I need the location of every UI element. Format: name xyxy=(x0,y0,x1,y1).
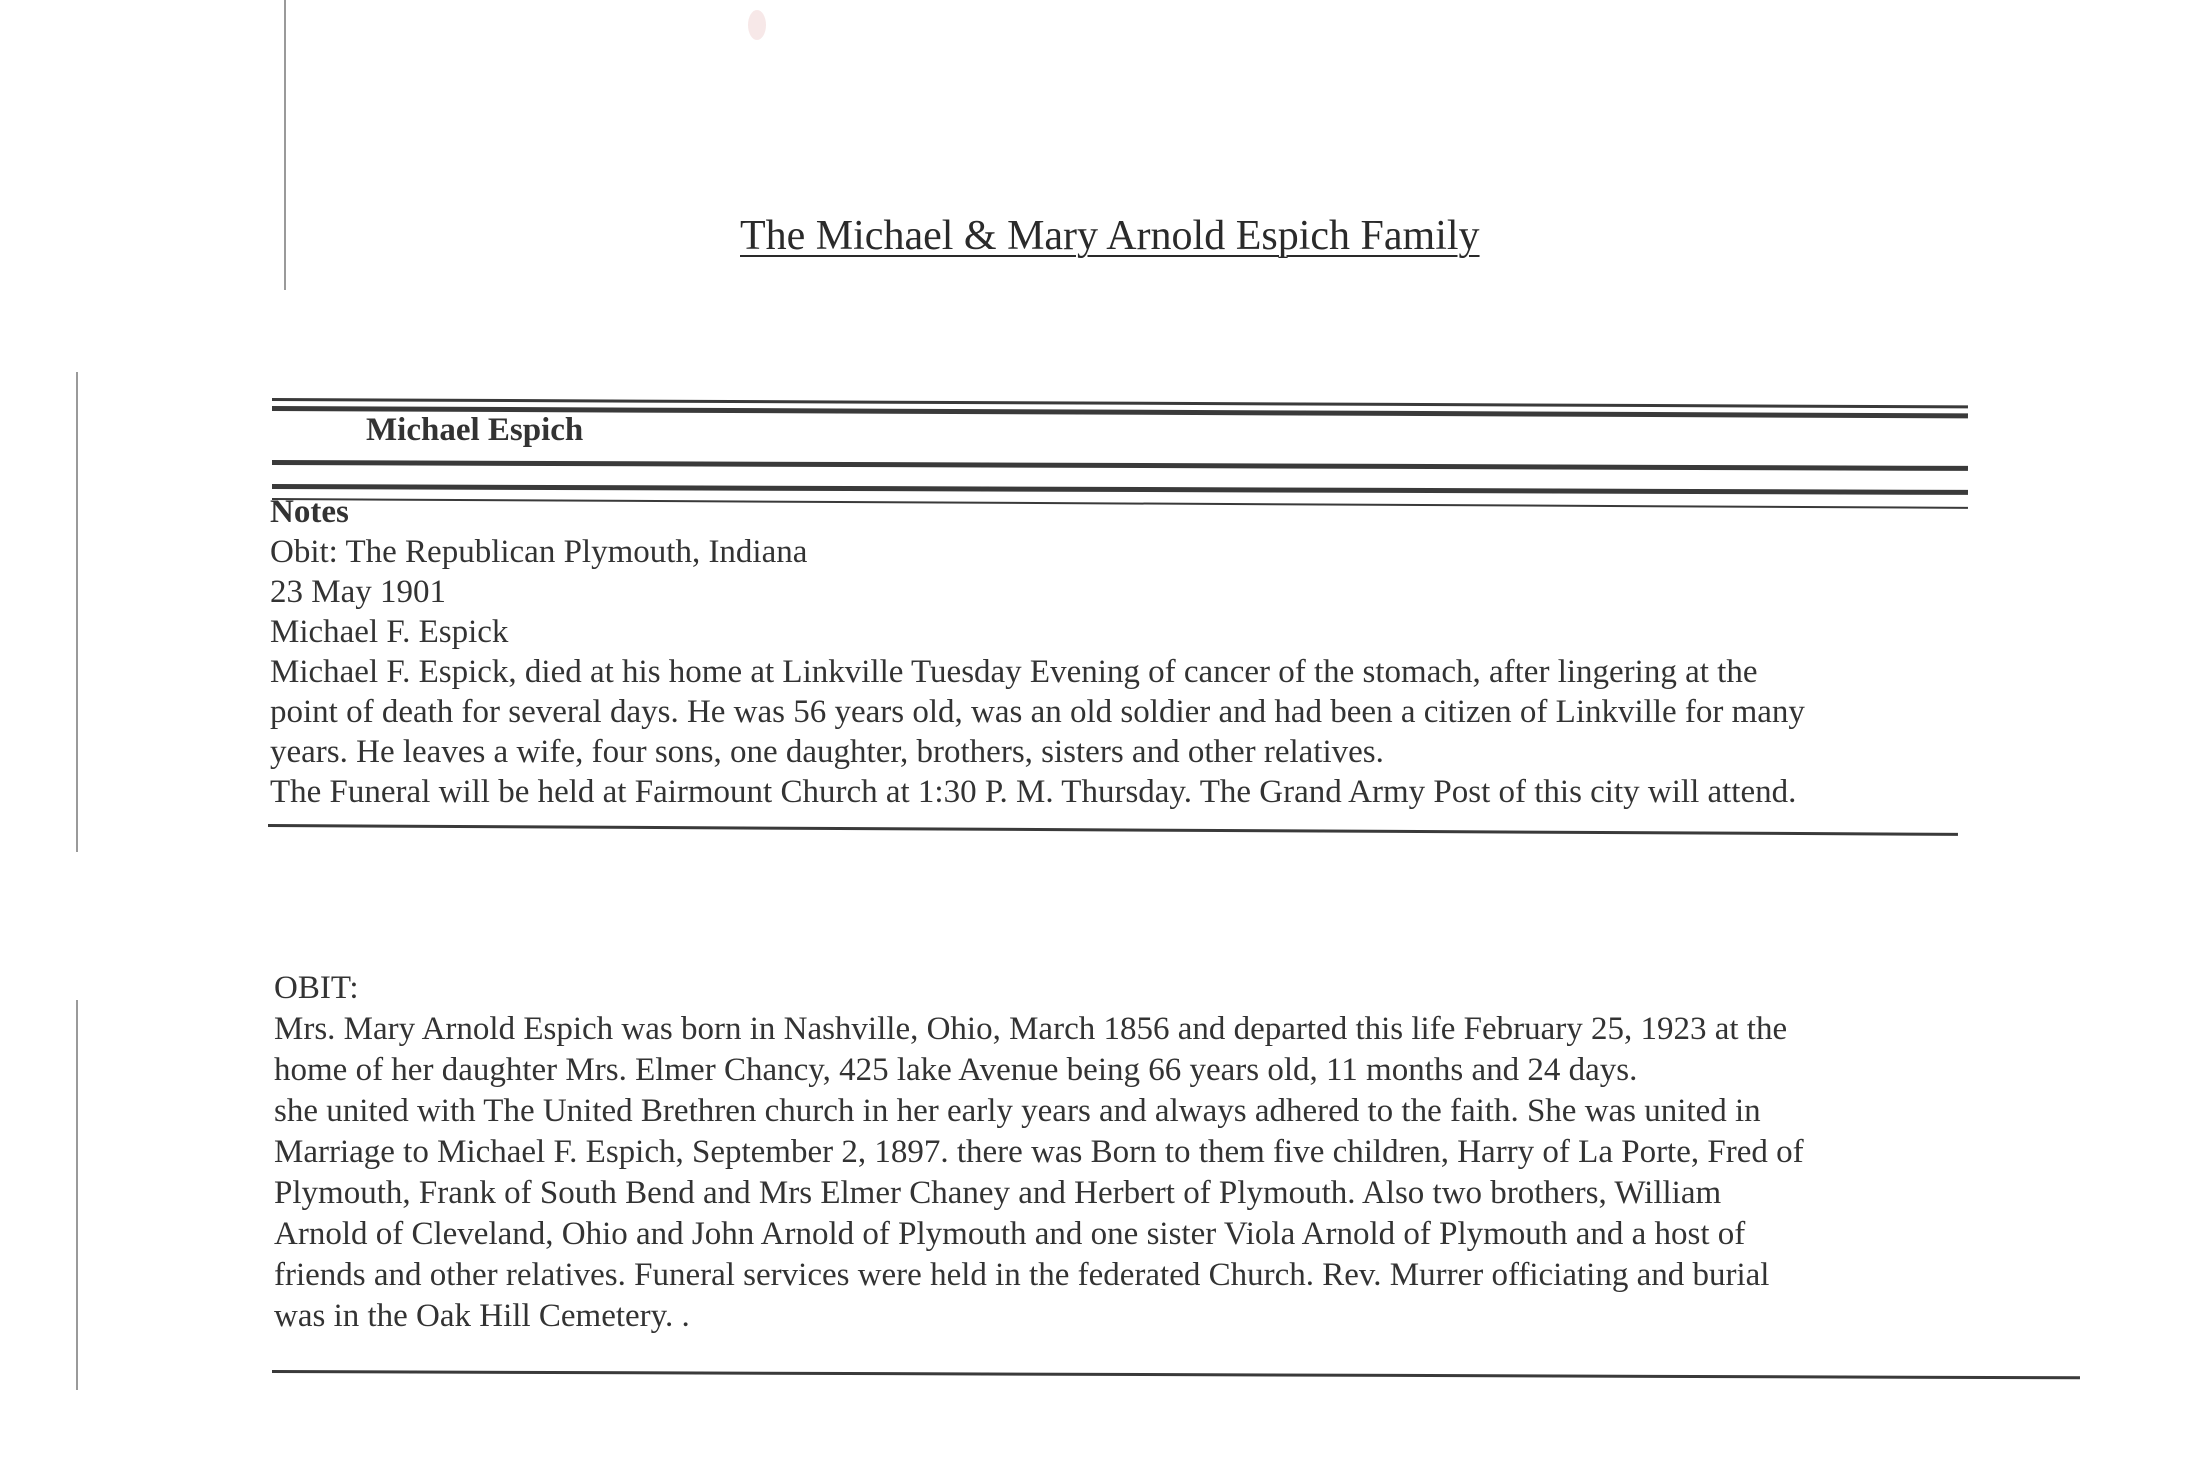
notes-line: point of death for several days. He was 56 years old, was an old soldier and had been a citizen of Linkville for many xyxy=(270,694,1805,730)
notes-bottom-rule xyxy=(268,824,1958,836)
notes-line: The Funeral will be held at Fairmount Church at 1:30 P. M. Thursday. The Grand Army Post of this city will attend. xyxy=(270,774,1797,810)
scan-edge-line-lower xyxy=(76,1000,78,1390)
obit-line: was in the Oak Hill Cemetery. . xyxy=(274,1298,690,1334)
obit-line: she united with The United Brethren church in her early years and always adhered to the faith. She was united in xyxy=(274,1093,1761,1129)
notes-block xyxy=(270,492,1970,812)
notes-line: years. He leaves a wife, four sons, one daughter, brothers, sisters and other relatives. xyxy=(270,734,1384,770)
notes-line: 23 May 1901 xyxy=(270,574,446,610)
obit-line: Arnold of Cleveland, Ohio and John Arnold of Plymouth and one sister Viola Arnold of Plymouth and a host of xyxy=(274,1216,1746,1252)
obit-line: Mrs. Mary Arnold Espich was born in Nashville, Ohio, March 1856 and departed this life February 25, 1923 at the xyxy=(274,1011,1788,1047)
obit-line: home of her daughter Mrs. Elmer Chancy, 425 lake Avenue being 66 years old, 11 months and 24 days. xyxy=(274,1052,1638,1088)
scan-smudge xyxy=(748,10,766,40)
notes-line: Michael F. Espick, died at his home at Linkville Tuesday Evening of cancer of the stomach, after lingering at the xyxy=(270,654,1758,690)
obit-line: friends and other relatives. Funeral services were held in the federated Church. Rev. Murrer officiating and burial xyxy=(274,1257,1770,1293)
obit-line: Marriage to Michael F. Espich, September 2, 1897. there was Born to them five children, Harry of La Porte, Fred of xyxy=(274,1134,1804,1170)
obit-label: OBIT: xyxy=(274,970,359,1006)
page-title: The Michael & Mary Arnold Espich Family xyxy=(740,213,1480,259)
scan-edge-line-top xyxy=(284,0,286,290)
section-rule-mid xyxy=(272,460,1968,471)
notes-line: Michael F. Espick xyxy=(270,614,509,650)
notes-line: Obit: The Republican Plymouth, Indiana xyxy=(270,534,808,570)
obit-bottom-rule xyxy=(272,1370,2080,1379)
notes-label: Notes xyxy=(270,494,349,530)
scan-edge-line-left xyxy=(76,372,78,852)
obit-block xyxy=(274,968,2094,1337)
obit-line: Plymouth, Frank of South Bend and Mrs Elmer Chaney and Herbert of Plymouth. Also two brothers, William xyxy=(274,1175,1722,1211)
section-name: Michael Espich xyxy=(366,412,584,448)
